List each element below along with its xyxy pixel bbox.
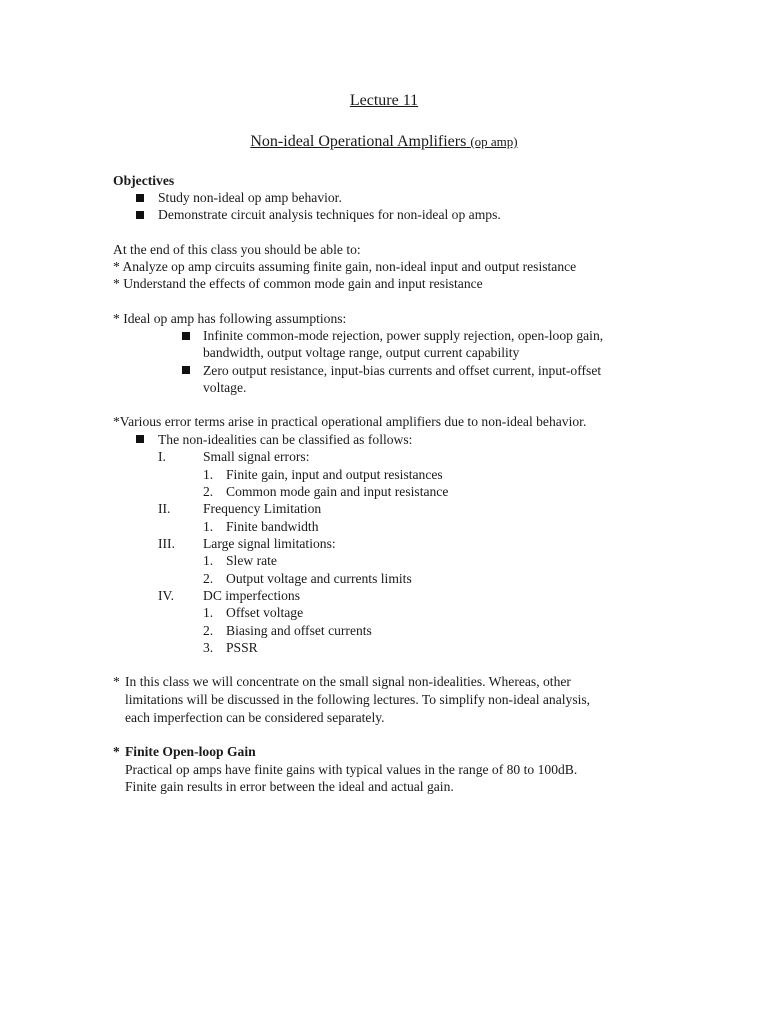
sub-item: Finite bandwidth	[226, 519, 319, 534]
ideal-item-line: voltage.	[203, 380, 247, 395]
group-label: Frequency Limitation	[203, 501, 322, 516]
sub-number: 1.	[203, 605, 214, 620]
ideal-item-line: bandwidth, output voltage range, output current capability	[203, 345, 520, 360]
sub-item: Offset voltage	[226, 605, 304, 620]
sub-item: Common mode gain and input resistance	[226, 484, 449, 499]
ideal-item-line: Zero output resistance, input-bias currents and offset current, input-offset	[203, 363, 602, 378]
gain-line: Finite gain results in error between the ideal and actual gain.	[125, 779, 454, 794]
gain-star: *	[113, 744, 120, 759]
sub-number: 2.	[203, 623, 214, 638]
square-bullet-icon	[136, 194, 144, 202]
sub-number: 3.	[203, 640, 214, 655]
sub-number: 2.	[203, 484, 214, 499]
objective-item: Demonstrate circuit analysis techniques for non-ideal op amps.	[158, 207, 501, 222]
errors-intro: *Various error terms arise in practical operational amplifiers due to non-ideal behavior.	[113, 414, 587, 429]
group-number: IV.	[158, 588, 174, 603]
square-bullet-icon	[136, 211, 144, 219]
note-star: *	[113, 674, 120, 689]
objectives-heading: Objectives	[113, 173, 175, 188]
note-line: each imperfection can be considered separately.	[125, 710, 385, 725]
ideal-item-line: Infinite common-mode rejection, power supply rejection, open-loop gain,	[203, 328, 604, 343]
group-label: Small signal errors:	[203, 449, 310, 464]
sub-number: 1.	[203, 553, 214, 568]
sub-number: 1.	[203, 467, 214, 482]
sub-item: Finite gain, input and output resistances	[226, 467, 443, 482]
errors-bullet: The non-idealities can be classified as follows:	[158, 432, 413, 447]
main-title-suffix: (op amp)	[470, 134, 518, 149]
sub-item: Biasing and offset currents	[226, 623, 372, 638]
main-title	[0, 133, 768, 150]
sub-item: Slew rate	[226, 553, 277, 568]
end-of-class-intro: At the end of this class you should be able to:	[113, 242, 361, 257]
sub-item: PSSR	[226, 640, 258, 655]
sub-number: 1.	[203, 519, 214, 534]
end-of-class-item: * Analyze op amp circuits assuming finite gain, non-ideal input and output resistance	[113, 259, 577, 274]
sub-number: 2.	[203, 571, 214, 586]
note-line: In this class we will concentrate on the small signal non-idealities. Whereas, other	[125, 674, 571, 689]
group-number: II.	[158, 501, 171, 516]
main-title-text: Non-ideal Operational Amplifiers	[250, 133, 467, 150]
gain-line: Practical op amps have finite gains with typical values in the range of 80 to 100dB.	[125, 762, 578, 777]
square-bullet-icon	[182, 366, 190, 374]
group-number: III.	[158, 536, 175, 551]
ideal-intro: * Ideal op amp has following assumptions:	[113, 311, 347, 326]
group-label: Large signal limitations:	[203, 536, 336, 551]
objective-item: Study non-ideal op amp behavior.	[158, 190, 342, 205]
note-line: limitations will be discussed in the following lectures. To simplify non-ideal analysis,	[125, 692, 591, 707]
square-bullet-icon	[136, 435, 144, 443]
sub-item: Output voltage and currents limits	[226, 571, 412, 586]
group-number: I.	[158, 449, 166, 464]
lecture-title	[0, 92, 768, 109]
lecture-title-text: Lecture 11	[349, 92, 419, 109]
gain-heading: Finite Open-loop Gain	[125, 744, 256, 759]
group-label: DC imperfections	[203, 588, 301, 603]
square-bullet-icon	[182, 332, 190, 340]
end-of-class-item: * Understand the effects of common mode gain and input resistance	[113, 276, 483, 291]
